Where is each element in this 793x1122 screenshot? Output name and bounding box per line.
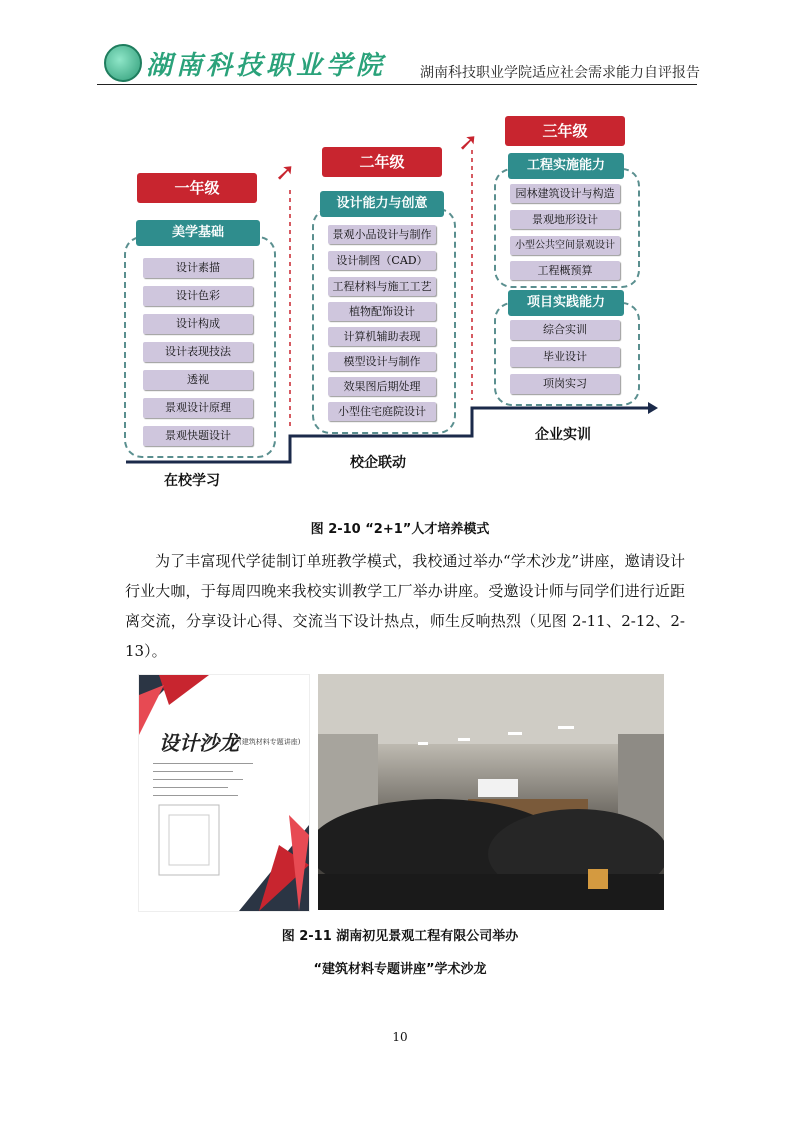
year1-item: 设计素描: [143, 258, 253, 278]
year1-item: 景观快题设计: [143, 426, 253, 446]
year2-item: 景观小品设计与制作: [328, 225, 436, 244]
year1-item: 设计表现技法: [143, 342, 253, 362]
year2-item: 计算机辅助表现: [328, 327, 436, 346]
grade-3-label: 三年级: [505, 116, 625, 146]
year3a-item: 小型公共空间景观设计: [510, 236, 620, 255]
year3a-item: 工程概预算: [510, 261, 620, 280]
year2-item: 设计制图（CAD）: [328, 251, 436, 270]
body-paragraph-text: 为了丰富现代学徒制订单班教学模式，我校通过举办“学术沙龙”讲座，邀请设计行业大咖，于每周四晚来我校实训教学工厂举办讲座。受邀设计师与同学们进行近距离交流，分享设计心得、交流当下设计热点，师生反响热烈（见图 2-11、2-12、2-13）。: [125, 552, 685, 660]
figure-2-10-caption: 图 2-10 “2+1”人才培养模式: [310, 522, 490, 537]
year2-item: 植物配饰设计: [328, 302, 436, 321]
year3b-item: 毕业设计: [510, 347, 620, 367]
stage-label-enterprise: 企业实训: [535, 427, 591, 443]
poster-subtitle: (建筑材料专题讲座): [239, 738, 301, 746]
year1-item: 设计色彩: [143, 286, 253, 306]
lecture-room-photo: [318, 674, 664, 910]
figure-2-11-caption-line1: 图 2-11 湖南初见景观工程有限公司举办: [281, 929, 519, 944]
stage-label-school: 在校学习: [164, 473, 220, 489]
grade-1-label: 一年级: [137, 173, 257, 203]
grade-2-label: 二年级: [322, 147, 442, 177]
poster-graphic: [139, 675, 309, 911]
figure-2-11-caption-line2: “建筑材料专题讲座”学术沙龙: [313, 962, 487, 977]
lecture-scene: [318, 674, 664, 910]
year3b-item: 综合实训: [510, 320, 620, 340]
body-paragraph: [125, 546, 685, 666]
year1-item: 透视: [143, 370, 253, 390]
year2-item: 工程材料与施工工艺: [328, 277, 436, 296]
year1-category: 美学基础: [136, 220, 260, 246]
progress-arrow-1: ➚: [275, 158, 296, 186]
report-header-title: 湖南科技职业学院适应社会需求能力自评报告: [420, 65, 700, 81]
stage-label-school-enterprise: 校企联动: [350, 455, 406, 471]
year3a-category: 工程实施能力: [508, 153, 624, 179]
year3b-category: 项目实践能力: [508, 290, 624, 316]
year3b-item: 项岗实习: [510, 374, 620, 394]
year2-item: 小型住宅庭院设计: [328, 402, 436, 421]
year2-item: 模型设计与制作: [328, 352, 436, 371]
year2-item: 效果图后期处理: [328, 377, 436, 396]
page-number: 10: [392, 1030, 408, 1044]
progress-arrow-2: ➚: [458, 128, 479, 156]
poster-title: 设计沙龙: [159, 731, 239, 755]
college-logo-text: 湖南科技职业学院: [146, 51, 387, 81]
year1-item: 景观设计原理: [143, 398, 253, 418]
year2-category: 设计能力与创意: [320, 191, 444, 217]
year3a-item: 景观地形设计: [510, 210, 620, 229]
training-model-diagram: [0, 0, 793, 500]
year1-item: 设计构成: [143, 314, 253, 334]
year3a-item: 园林建筑设计与构造: [510, 184, 620, 203]
salon-poster-image: [138, 674, 310, 912]
